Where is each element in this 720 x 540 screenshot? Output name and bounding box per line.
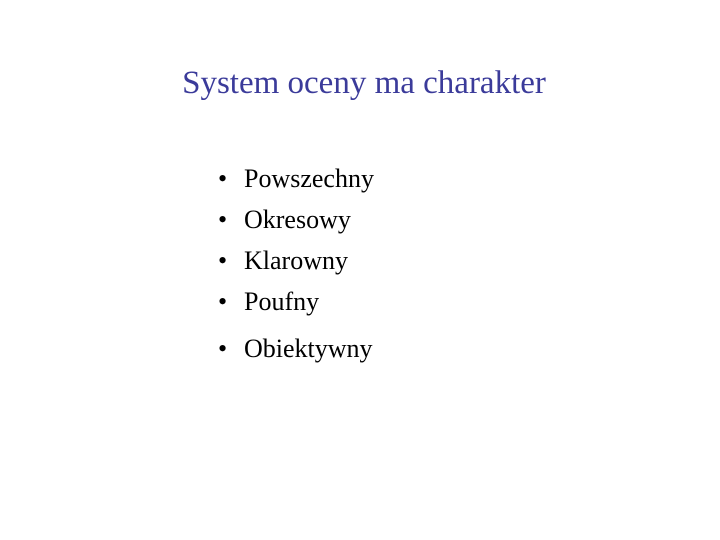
bullet-list-extra: [218, 332, 373, 372]
slide-title: System oceny ma charakter: [182, 65, 546, 101]
bullet-item: [218, 244, 374, 285]
bullet-icon: •: [218, 164, 228, 193]
bullet-item: [218, 203, 374, 244]
bullet-item-label: Poufny: [244, 287, 320, 316]
bullet-item: [218, 332, 373, 372]
bullet-item-label: Klarowny: [244, 246, 348, 275]
bullet-item: [218, 285, 374, 326]
bullet-item-label: Okresowy: [244, 205, 351, 234]
bullet-item-label: Powszechny: [244, 164, 374, 193]
bullet-item-label: Obiektywny: [244, 334, 373, 363]
bullet-icon: •: [218, 287, 228, 316]
bullet-list: [218, 162, 374, 326]
bullet-icon: •: [218, 334, 228, 363]
bullet-item: [218, 162, 374, 203]
bullet-icon: •: [218, 246, 228, 275]
bullet-icon: •: [218, 205, 228, 234]
